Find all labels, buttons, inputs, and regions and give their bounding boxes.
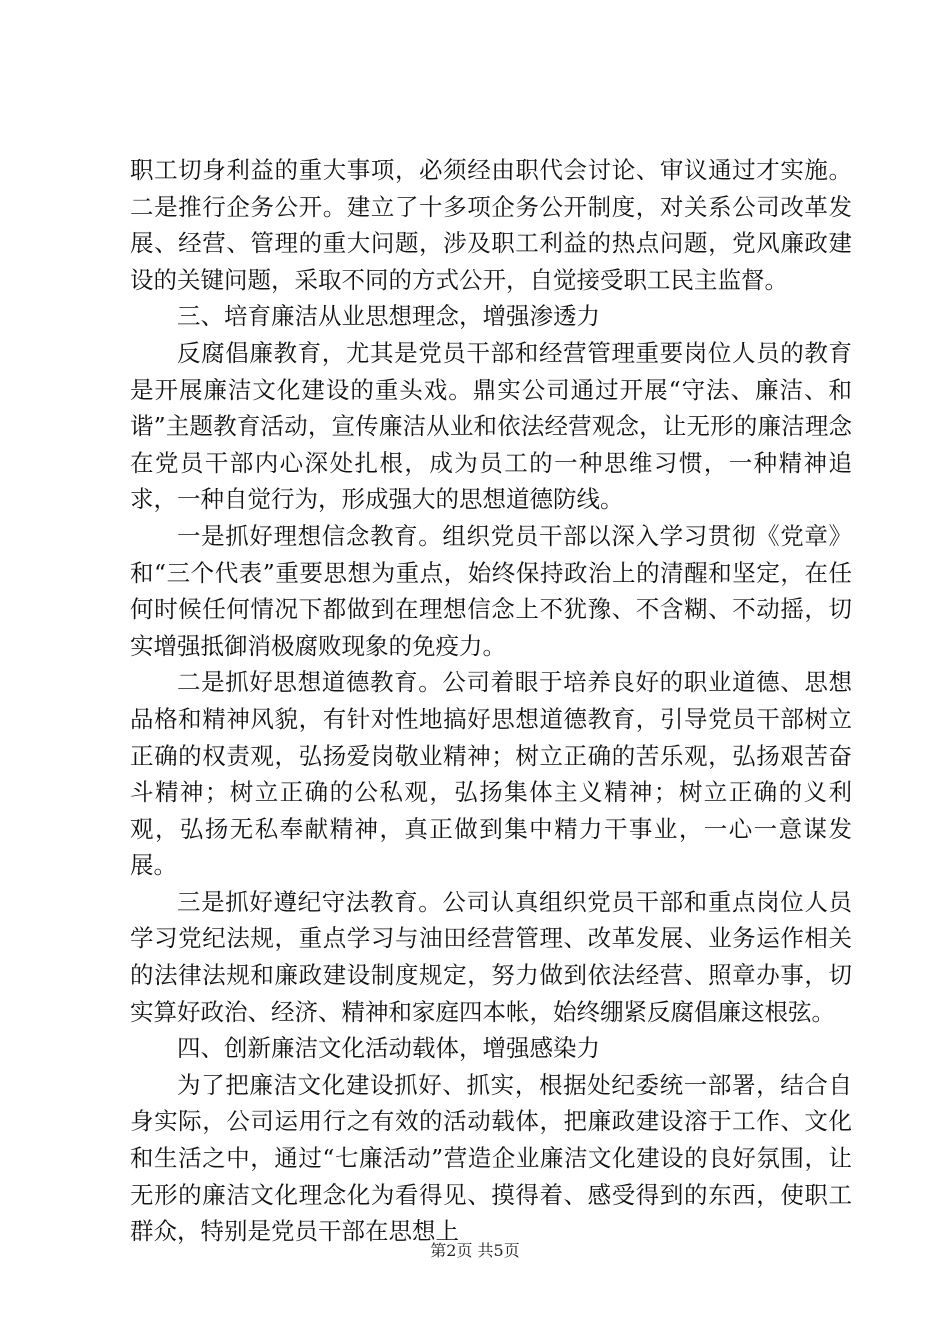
paragraph: 反腐倡廉教育，尤其是党员干部和经营管理重要岗位人员的教育是开展廉洁文化建设的重头戏。鼎实公司通过开展“守法、廉洁、和谐”主题教育活动，宣传廉洁从业和依法经营观念，让无形的廉洁理念在党员干部内心深处扎根，成为员工的一种思维习惯，一种精神追求，一种自觉行为，形成强大的思想道德防线。 (130, 338, 852, 514)
paragraph: 三是抓好遵纪守法教育。公司认真组织党员干部和重点岗位人员学习党纪法规，重点学习与油田经营管理、改革发展、业务运作相关的法律法规和廉政建设制度规定，努力做到依法经营、照章办事，切实算好政治、经济、精神和家庭四本帐，始终绷紧反腐倡廉这根弦。 (130, 887, 852, 1026)
paragraph: 为了把廉洁文化建设抓好、抓实，根据处纪委统一部署，结合自身实际，公司运用行之有效的活动载体，把廉政建设溶于工作、文化和生活之中，通过“七廉活动”营造企业廉洁文化建设的良好氛围，让无形的廉洁文化理念化为看得见、摸得着、感受得到的东西，使职工群众，特别是党员干部在思想上 (130, 1070, 852, 1246)
paragraph: 二是抓好思想道德教育。公司着眼于培养良好的职业道德、思想品格和精神风貌，有针对性地搞好思想道德教育，引导党员干部树立正确的权责观，弘扬爱岗敬业精神；树立正确的苦乐观，弘扬艰苦奋斗精神；树立正确的公私观，弘扬集体主义精神；树立正确的义利观，弘扬无私奉献精神，真正做到集中精力干事业，一心一意谋发展。 (130, 668, 852, 880)
section-heading-3: 三、培育廉洁从业思想理念，增强渗透力 (177, 302, 600, 331)
paragraph-continued: 职工切身利益的重大事项，必须经由职代会讨论、审议通过才实施。二是推行企务公开。建立了十多项企务公开制度，对关系公司改革发展、经营、管理的重大问题，涉及职工利益的热点问题，党风廉政建设的关键问题，采取不同的方式公开，自觉接受职工民主监督。 (130, 156, 852, 294)
section-heading-4: 四、创新廉洁文化活动载体，增强感染力 (177, 1034, 600, 1063)
document-body (130, 152, 852, 1250)
page-number-footer: 第2页 共5页 (430, 1241, 520, 1260)
paragraph: 一是抓好理想信念教育。组织党员干部以深入学习贯彻《党章》和“三个代表”重要思想为重点，始终保持政治上的清醒和坚定，在任何时候任何情况下都做到在理想信念上不犹豫、不含糊、不动摇，切实增强抵御消极腐败现象的免疫力。 (130, 521, 852, 660)
